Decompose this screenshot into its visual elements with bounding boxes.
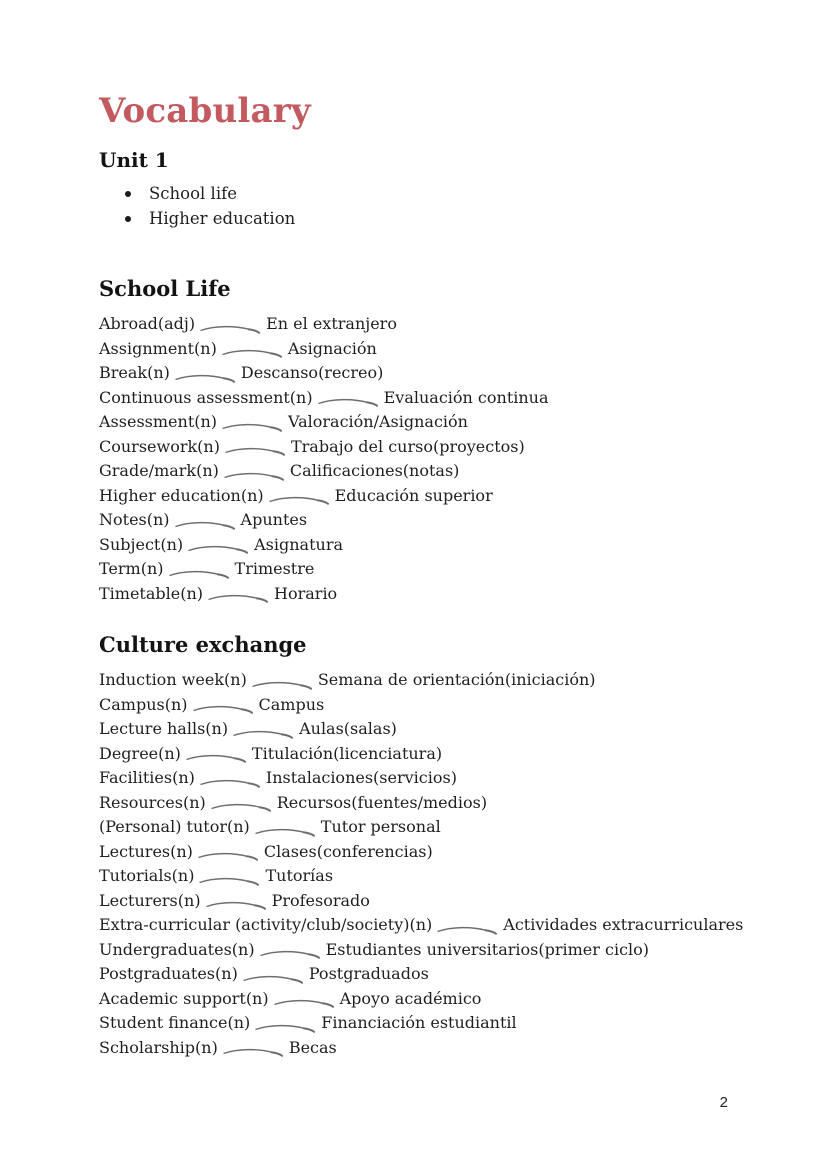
connector-line-icon (174, 517, 236, 531)
unit-bullet-list (99, 181, 812, 231)
vocab-term: Resources(n) (99, 792, 206, 812)
connector-line-icon (251, 677, 313, 691)
page-number: 2 (719, 1094, 728, 1111)
vocab-translation: Tutorías (265, 866, 334, 886)
connector-line-icon (221, 345, 283, 359)
vocab-translation: Descanso(recreo) (240, 363, 384, 383)
vocab-translation: Postgraduados (308, 964, 429, 984)
vocab-term: Abroad(adj) (99, 314, 196, 334)
vocab-term: Tutorials(n) (99, 866, 195, 886)
vocab-row (99, 434, 812, 459)
connector-line-icon (259, 946, 321, 960)
vocab-term: Subject(n) (99, 534, 184, 554)
vocab-row (99, 1035, 812, 1060)
connector-line-icon (222, 1044, 284, 1058)
vocab-row (99, 986, 812, 1011)
vocab-term: Degree(n) (99, 743, 181, 763)
vocab-term: Timetable(n) (99, 583, 204, 603)
vocab-term: Student finance(n) (99, 1013, 251, 1033)
vocab-term: Lecture halls(n) (99, 719, 229, 739)
connector-line-icon (199, 775, 261, 789)
list-item (99, 206, 812, 231)
vocab-translation: Tutor personal (320, 817, 441, 837)
vocab-row (99, 385, 812, 410)
vocab-term: Campus(n) (99, 694, 188, 714)
vocab-translation: Educación superior (334, 485, 493, 505)
vocab-term: Induction week(n) (99, 670, 247, 690)
vocab-translation: Asignatura (254, 534, 344, 554)
vocab-translation: Calificaciones(notas) (289, 461, 460, 481)
vocab-term: Undergraduates(n) (99, 939, 255, 959)
connector-line-icon (205, 897, 267, 911)
connector-line-icon (221, 419, 283, 433)
vocab-row (99, 815, 812, 840)
vocab-row (99, 483, 812, 508)
vocab-row (99, 839, 812, 864)
vocab-translation: Apoyo académico (339, 988, 482, 1008)
vocab-row (99, 1011, 812, 1036)
vocab-translation: Evaluación continua (383, 387, 549, 407)
connector-line-icon (168, 566, 230, 580)
vocab-row (99, 581, 812, 606)
connector-line-icon (224, 443, 286, 457)
vocab-row (99, 507, 812, 532)
vocab-term: Extra-curricular (activity/club/society)(n) (99, 915, 433, 935)
vocab-translation: Becas (288, 1037, 337, 1057)
vocab-row (99, 458, 812, 483)
vocab-row (99, 668, 812, 693)
vocab-translation: Trimestre (234, 559, 315, 579)
vocab-row (99, 717, 812, 742)
vocab-term: Term(n) (99, 559, 164, 579)
bullet-icon (125, 216, 131, 222)
vocab-row (99, 937, 812, 962)
vocab-translation: Horario (274, 583, 338, 603)
vocab-term: Lecturers(n) (99, 890, 201, 910)
vocab-translation: En el extranjero (266, 314, 397, 334)
page-title: Vocabulary (99, 91, 311, 131)
vocab-term: Break(n) (99, 363, 170, 383)
bullet-label: Higher education (149, 209, 296, 229)
vocab-translation: Valoración/Asignación (288, 412, 468, 432)
vocab-term: Lectures(n) (99, 841, 193, 861)
connector-line-icon (197, 848, 259, 862)
vocab-term: Facilities(n) (99, 768, 195, 788)
vocab-translation: Aulas(salas) (299, 719, 397, 739)
connector-line-icon (185, 750, 247, 764)
section-heading-culture-exchange: Culture exchange (99, 632, 307, 658)
vocab-translation: Recursos(fuentes/medios) (276, 792, 488, 812)
connector-line-icon (254, 824, 316, 838)
connector-line-icon (207, 590, 269, 604)
connector-line-icon (174, 370, 236, 384)
vocab-term: (Personal) tutor(n) (99, 817, 250, 837)
connector-line-icon (210, 799, 272, 813)
section-heading-school-life: School Life (99, 276, 231, 302)
connector-line-icon (317, 394, 379, 408)
connector-line-icon (192, 701, 254, 715)
vocab-term: Notes(n) (99, 510, 170, 530)
vocab-row (99, 532, 812, 557)
vocab-translation: Asignación (287, 338, 377, 358)
vocab-term: Coursework(n) (99, 436, 220, 456)
vocab-term: Postgraduates(n) (99, 964, 238, 984)
vocab-translation: Semana de orientación(iniciación) (317, 670, 596, 690)
vocab-term: Scholarship(n) (99, 1037, 218, 1057)
vocab-term: Grade/mark(n) (99, 461, 219, 481)
connector-line-icon (436, 922, 498, 936)
vocab-row (99, 962, 812, 987)
connector-line-icon (232, 726, 294, 740)
vocab-translation: Estudiantes universitarios(primer ciclo) (325, 939, 650, 959)
vocab-row (99, 692, 812, 717)
connector-line-icon (242, 971, 304, 985)
connector-line-icon (268, 492, 330, 506)
connector-line-icon (223, 468, 285, 482)
vocab-translation: Actividades extracurriculares (503, 915, 744, 935)
bullet-icon (125, 191, 131, 197)
unit-heading: Unit 1 (99, 148, 169, 173)
vocab-row (99, 409, 812, 434)
vocab-translation: Trabajo del curso(proyectos) (290, 436, 525, 456)
vocab-row (99, 311, 812, 336)
vocab-term: Academic support(n) (99, 988, 269, 1008)
vocab-translation: Instalaciones(servicios) (265, 768, 457, 788)
vocab-term: Assignment(n) (99, 338, 217, 358)
list-item (99, 181, 812, 206)
connector-line-icon (254, 1020, 316, 1034)
vocab-row (99, 766, 812, 791)
vocab-translation: Titulación(licenciatura) (251, 743, 443, 763)
connector-line-icon (199, 321, 261, 335)
vocab-row (99, 864, 812, 889)
vocab-row (99, 741, 812, 766)
vocab-row (99, 790, 812, 815)
vocab-translation: Clases(conferencias) (263, 841, 433, 861)
vocab-term: Continuous assessment(n) (99, 387, 313, 407)
vocab-row (99, 360, 812, 385)
vocab-term: Assessment(n) (99, 412, 218, 432)
vocab-row (99, 336, 812, 361)
connector-line-icon (187, 541, 249, 555)
connector-line-icon (273, 995, 335, 1009)
vocab-row (99, 888, 812, 913)
vocab-list-culture-exchange (99, 668, 812, 1060)
vocab-translation: Campus (258, 694, 325, 714)
vocab-translation: Apuntes (240, 510, 308, 530)
vocab-row (99, 913, 812, 938)
vocab-translation: Financiación estudiantil (321, 1013, 517, 1033)
vocab-list-school-life (99, 311, 812, 605)
vocab-translation: Profesorado (271, 890, 370, 910)
connector-line-icon (198, 873, 260, 887)
vocab-term: Higher education(n) (99, 485, 264, 505)
vocab-row (99, 556, 812, 581)
bullet-label: School life (149, 184, 237, 204)
